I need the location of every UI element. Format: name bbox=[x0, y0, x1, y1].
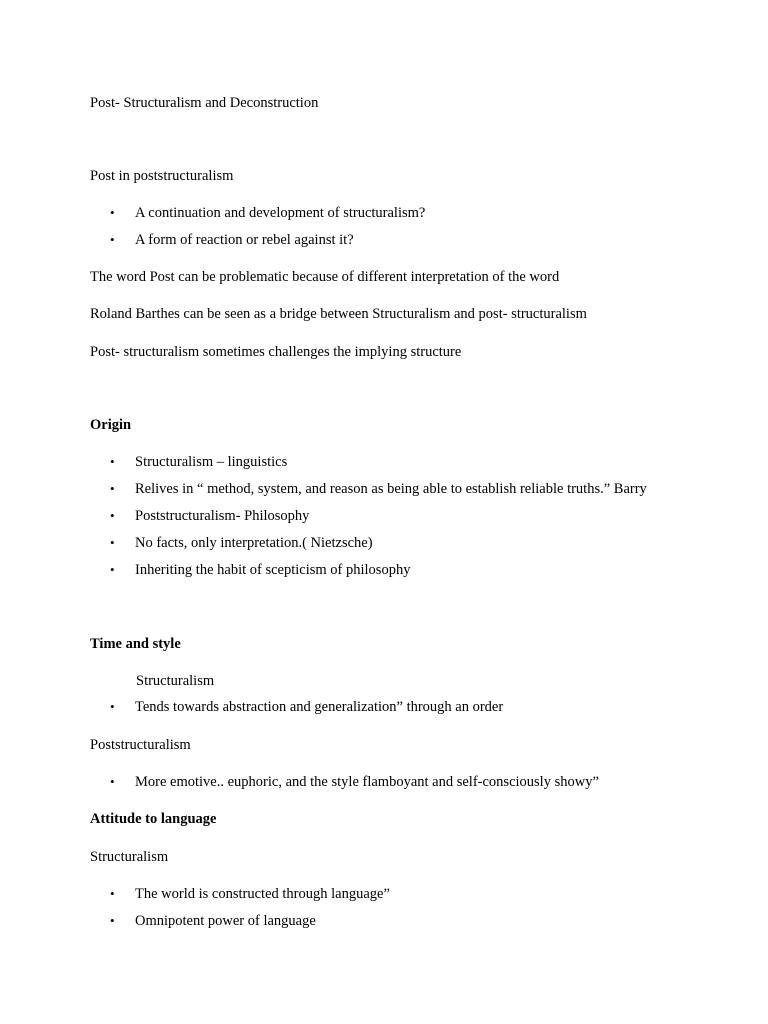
paragraph: The word Post can be problematic because of different interpretation of the word bbox=[90, 269, 560, 285]
bullet-icon: • bbox=[110, 205, 115, 220]
bullet-icon: • bbox=[110, 699, 115, 714]
bullet-icon: • bbox=[110, 535, 115, 550]
intro-heading: Post in poststructuralism bbox=[90, 168, 234, 184]
list-item: • Poststructuralism- Philosophy bbox=[110, 508, 310, 524]
bullet-icon: • bbox=[110, 562, 115, 577]
bullet-icon: • bbox=[110, 774, 115, 789]
attitude-structuralism-label: Structuralism bbox=[90, 849, 169, 865]
list-item: • Omnipotent power of language bbox=[110, 913, 316, 929]
attitude-heading: Attitude to language bbox=[90, 811, 217, 827]
document-title: Post- Structuralism and Deconstruction bbox=[90, 95, 319, 111]
list-item: • More emotive.. euphoric, and the style flamboyant and self-consciously showy” bbox=[110, 774, 599, 790]
paragraph: Roland Barthes can be seen as a bridge between Structuralism and post- structuralism bbox=[90, 306, 587, 322]
list-item: • Relives in “ method, system, and reason as being able to establish reliable truths.” Barry bbox=[110, 481, 647, 497]
origin-heading: Origin bbox=[90, 417, 132, 433]
list-item: • No facts, only interpretation.( Nietzsche) bbox=[110, 535, 373, 551]
bullet-icon: • bbox=[110, 886, 115, 901]
list-item: • The world is constructed through language” bbox=[110, 886, 390, 902]
list-item: • A continuation and development of structuralism? bbox=[110, 205, 426, 221]
bullet-icon: • bbox=[110, 508, 115, 523]
poststructuralism-label: Poststructuralism bbox=[90, 737, 191, 753]
structuralism-label: Structuralism bbox=[136, 673, 215, 689]
bullet-icon: • bbox=[110, 913, 115, 928]
list-item: • Inheriting the habit of scepticism of philosophy bbox=[110, 562, 411, 578]
paragraph: Post- structuralism sometimes challenges the implying structure bbox=[90, 344, 462, 360]
bullet-icon: • bbox=[110, 481, 115, 496]
bullet-icon: • bbox=[110, 232, 115, 247]
list-item: • Structuralism – linguistics bbox=[110, 454, 288, 470]
list-item: • Tends towards abstraction and generalization” through an order bbox=[110, 699, 504, 715]
bullet-icon: • bbox=[110, 454, 115, 469]
time-style-heading: Time and style bbox=[90, 636, 181, 652]
list-item: • A form of reaction or rebel against it? bbox=[110, 232, 354, 248]
